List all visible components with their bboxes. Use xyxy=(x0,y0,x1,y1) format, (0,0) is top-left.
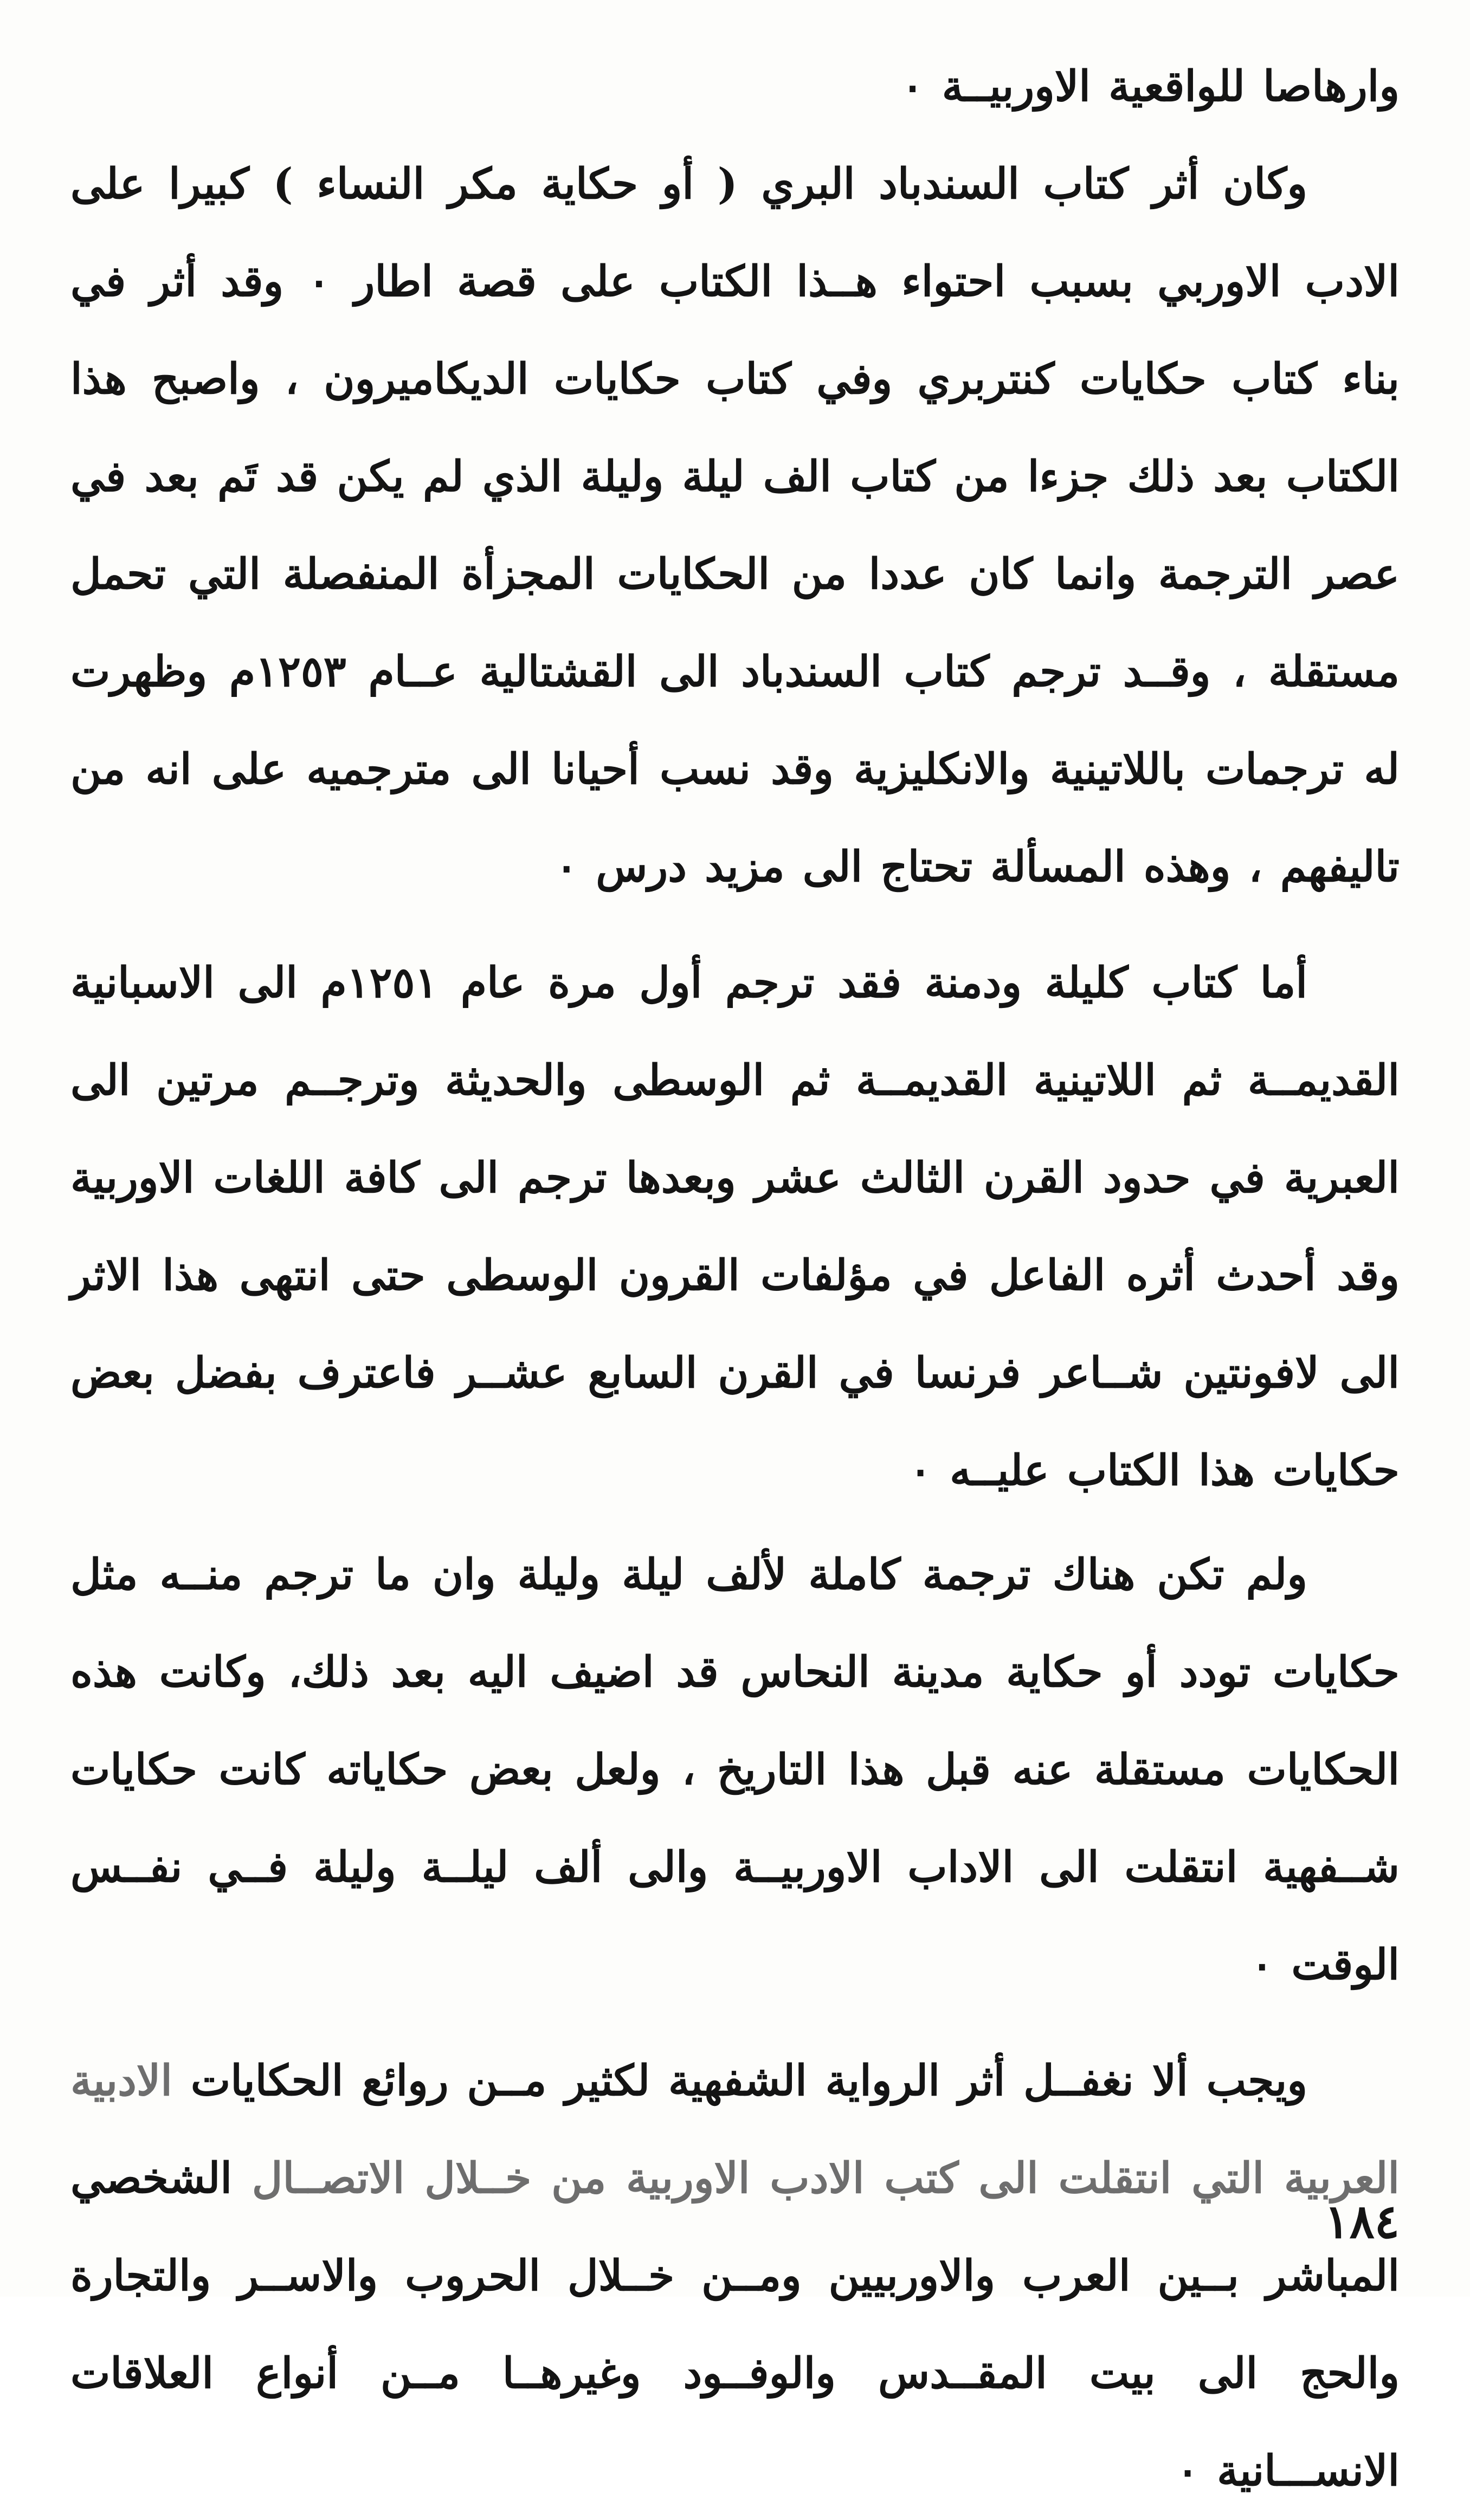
paragraph-sindbad: وكان أثر كتاب السندباد البري ( أو حكاية مكر النساء ) كبيرا على الادب الاوربي بسبب احتواء هــذا الكتاب على قصة اطار ٠ وقد أثر في بناء كتاب حكايات كنتربري وفي كتاب حكايات الديكاميرون ، واصبح هذا الكتاب بعد ذلك جزءا من كتاب الف ليلة وليلة الذي لم يكن قد تَم بعد في عصر الترجمة وانما كان عددا من الحكايات المجزأة المنفصلة التي تحمل مستقلة ، وقــد ترجم كتاب السندباد الى القشتالية عــام ١٢٥٣م وظهرت له ترجمات باللاتينية والانكليزية وقد نسب أحيانا الى مترجميه على انه من تاليفهم ، وهذه المسألة تحتاج الى مزيد درس ٠ xyxy=(70,159,1400,891)
body-text xyxy=(70,38,1400,2520)
oral-tradition-rest: الشخصي المباشر بــين العرب والاوربيين ومــن خــلال الحروب والاســر والتجارة والحج الى بيت المقــدس والوفــود وغيرهــا مــن أنواع العلاقات الانســـانية ٠ xyxy=(70,2154,1400,2496)
oral-tradition-faint-line: الادبية العربية التي انتقلت الى كتب الادب الاوربية من خــلال الاتصــال xyxy=(70,2056,1400,2203)
oral-tradition-line-1: ويجب ألا نغفــل أثر الرواية الشفهية لكثير مــن روائع الحكايات xyxy=(190,2056,1307,2105)
paragraph-continuation: وارهاصا للواقعية الاوربيــة ٠ xyxy=(901,62,1400,111)
page-number: ١٨٤ xyxy=(1324,2194,1400,2249)
paragraph-kalila-dimna: أما كتاب كليلة ودمنة فقد ترجم أول مرة عام ١٢٥١م الى الاسبانية القديمــة ثم اللاتينية القديمــة ثم الوسطى والحديثة وترجــم مرتين الى العبرية في حدود القرن الثالث عشر وبعدها ترجم الى كافة اللغات الاوربية وقد أحدث أثره الفاعل في مؤلفات القرون الوسطى حتى انتهى هذا الاثر الى لافونتين شــاعر فرنسا في القرن السابع عشــر فاعترف بفضل بعض حكايات هذا الكتاب عليــه ٠ xyxy=(70,958,1400,1495)
paragraph-thousand-nights: ولم تكن هناك ترجمة كاملة لألف ليلة وليلة وان ما ترجم منــه مثل حكايات تودد أو حكاية مدينة النحاس قد اضيف اليه بعد ذلك، وكانت هذه الحكايات مستقلة عنه قبل هذا التاريخ ، ولعل بعض حكاياته كانت حكايات شــفهية انتقلت الى الاداب الاوربيــة والى ألف ليلــة وليلة فــي نفــس الوقت ٠ xyxy=(70,1550,1400,1989)
paragraph-oral-tradition xyxy=(70,2032,1400,2520)
